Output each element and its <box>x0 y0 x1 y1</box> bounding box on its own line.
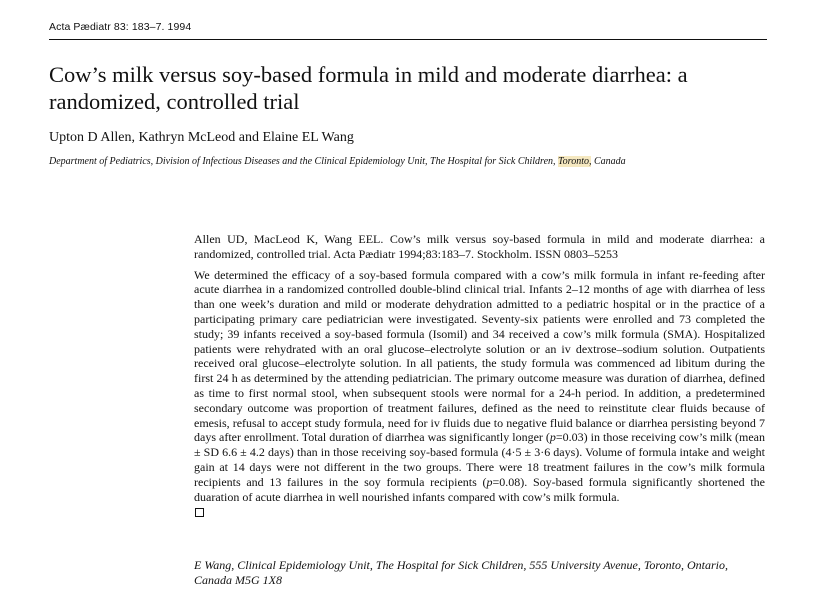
affiliation-text-end: Canada <box>591 156 626 167</box>
abstract-text-2: =0.03) in those receiving cow’s milk (mean ± SD 6.6 ± 4.2 days) than in those receiving soy-based formula (4·5 ± 3·6 days). Volume of formula intake and weight gain at 14 days were not different in the two groups. There were 18 treatment failures in the cow’s milk formula recipients and 13 failures in the soy formula recipients ( <box>194 430 765 489</box>
citation: Allen UD, MacLeod K, Wang EEL. Cow’s milk versus soy-based formula in mild and moderate diarrhea: a randomized, controlled trial. Acta Pædiatr 1994;83:183–7. Stockholm. ISSN 0803–5253 <box>194 232 765 261</box>
article-title: Cow’s milk versus soy-based formula in mild and moderate diarrhea: a randomized, controlled trial <box>49 62 688 114</box>
abstract-block <box>194 232 765 521</box>
author-list: Upton D Allen, Kathryn McLeod and Elaine EL Wang <box>49 130 354 145</box>
journal-header: Acta Pædiatr 83: 183–7. 1994 <box>49 21 192 33</box>
correspondence-address: E Wang, Clinical Epidemiology Unit, The Hospital for Sick Children, 555 University Avenue, Toronto, Ontario, Canada M5G 1X8 <box>194 558 728 587</box>
affiliation-text: Department of Pediatrics, Division of Infectious Diseases and the Clinical Epidemiology Unit, The Hospital for Sick Children, <box>49 156 559 167</box>
p-value-symbol: p <box>549 430 556 445</box>
header-rule <box>49 39 767 40</box>
abstract-body <box>194 268 765 522</box>
p-value-symbol: p <box>486 474 493 489</box>
abstract-text-1: We determined the efficacy of a soy-based formula compared with a cow’s milk formula in infant re-feeding after acute diarrhea in a randomized controlled double-blind clinical trial. Infants 2–12 months of age with diarrhea of less than one week’s duration and mild or moderate dehydration admitted to a pediatric hospital or in the practice of a participating primary care pediatrician were investigated. Seventy-six patients were enrolled and 73 completed the study; 39 infants received a soy-based formula (Isomil) and 34 received a cow’s milk formula (SMA). Hospitalized patients were rehydrated with an oral glucose–electrolyte solution or an iv dextrose–sodium solution. Outpatients received oral glucose–electrolyte solution. In all patients, the study formula was commenced ad libitum during the first 24 h as determined by the attending pediatrician. The primary outcome measure was duration of diarrhea, defined as time to first normal stool, when subsequent stools were normal for a 24-h period. In addition, a predetermined secondary outcome was proportion of treatment failures, defined as the need to reinstitute clear fluids because of emesis, refusal to accept study formula, need for iv fluids due to negative fluid balance or diarrhea persisting beyond 7 days after enrollment. Total duration of diarrhea was significantly longer ( <box>194 267 765 445</box>
abstract-text-3: =0.08). Soy-based formula significantly shortened the duaration of acute diarrhea in well nourished infants compared with cow’s milk formula. <box>194 474 766 504</box>
end-of-abstract-icon <box>195 508 204 517</box>
highlighted-text: Toronto, <box>558 156 592 167</box>
affiliation <box>49 155 769 169</box>
